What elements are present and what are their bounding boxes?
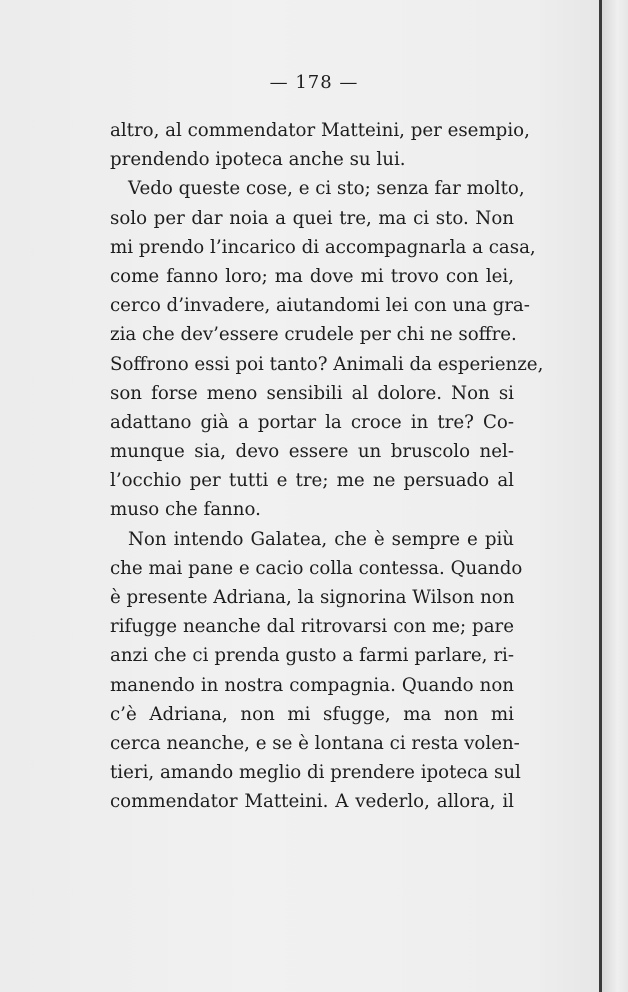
text-line: Non intendo Galatea, che è sempre e più <box>128 528 514 550</box>
text-line: come fanno loro; ma dove mi trovo con lei, <box>110 265 514 287</box>
text-line: munque sia, devo essere un bruscolo nel- <box>110 441 514 463</box>
text-line: tieri, amando meglio di prendere ipoteca sul <box>110 762 521 784</box>
text-line: cerca neanche, e se è lontana ci resta volen- <box>110 732 520 754</box>
book-spine-line <box>599 0 602 992</box>
text-line: solo per dar noia a quei tre, ma ci sto. Non <box>110 207 514 229</box>
text-line: zia che dev’essere crudele per chi ne soffre. <box>110 324 517 346</box>
text-line: son forse meno sensibili al dolore. Non si <box>110 382 514 404</box>
text-line: prendendo ipoteca anche su lui. <box>110 149 406 171</box>
text-line: manendo in nostra compagnia. Quando non <box>110 674 514 696</box>
text-line: commendator Matteini. A vederlo, allora, il <box>110 791 514 813</box>
body-text <box>110 116 544 817</box>
page-edge <box>602 0 628 992</box>
text-line: che mai pane e cacio colla contessa. Quando <box>110 557 523 579</box>
text-line: è presente Adriana, la signorina Wilson non <box>110 587 515 608</box>
page-number: — 178 — <box>269 72 359 93</box>
text-line: Vedo queste cose, e ci sto; senza far molto, <box>128 178 525 200</box>
text-line: muso che fanno. <box>110 499 261 521</box>
text-line: cerco d’invadere, aiutandomi lei con una gra- <box>110 295 530 317</box>
text-line: l’occhio per tutti e tre; me ne persuado al <box>110 470 514 492</box>
text-line: adattano già a portar la croce in tre? Co- <box>110 411 514 433</box>
text-line: mi prendo l’incarico di accompagnarla a casa, <box>110 236 536 258</box>
text-line: anzi che ci prenda gusto a farmi parlare, ri- <box>110 645 514 667</box>
text-line: rifugge neanche dal ritrovarsi con me; pare <box>110 616 514 638</box>
text-line: Soffrono essi poi tanto? Animali da esperienze, <box>110 353 544 375</box>
text-line: c’è Adriana, non mi sfugge, ma non mi <box>110 703 514 725</box>
text-line: altro, al commendator Matteini, per esempio, <box>110 120 530 141</box>
